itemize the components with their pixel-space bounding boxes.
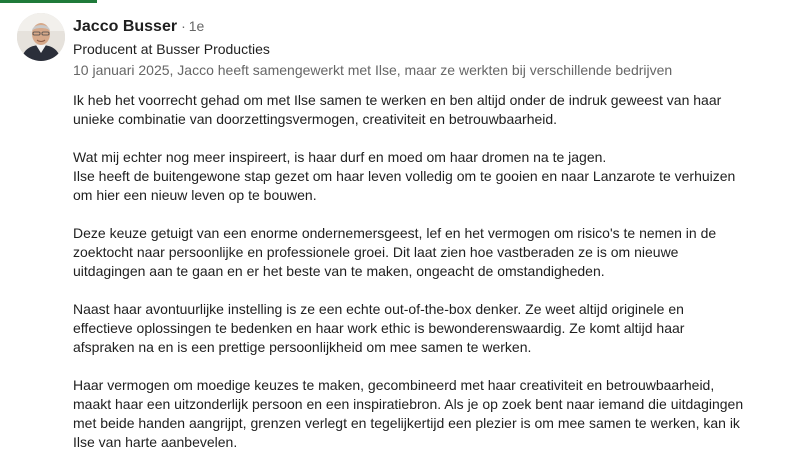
author-name[interactable]: Jacco Busser xyxy=(73,18,178,35)
text-line: Deze keuze getuigt van een enorme ondernemersgeest, lef en het vermogen om risico's te nemen in de xyxy=(73,225,717,241)
text-line: effectieve oplossingen te bedenken en haar work ethic is bewonderenswaardig. Ze komt altijd haar xyxy=(73,320,685,336)
author-headline: Producent at Busser Producties xyxy=(73,41,270,57)
recommendation-header xyxy=(73,14,773,80)
text-line: maakt haar een uitzonderlijk persoon en een inspiratiebron. Als je op zoek bent naar iemand die uitdagingen xyxy=(73,396,744,412)
profile-photo-icon xyxy=(17,13,65,61)
avatar[interactable] xyxy=(17,13,65,61)
paragraph xyxy=(73,300,773,357)
text-line: Wat mij echter nog meer inspireert, is haar durf en moed om haar dromen na te jagen. xyxy=(73,149,607,165)
text-line: Ilse heeft de buitengewone stap gezet om haar leven volledig om te gooien en naar Lanzarote te verhuizen xyxy=(73,168,736,184)
author-line xyxy=(73,14,773,38)
text-line: om hier een nieuw leven op te bouwen. xyxy=(73,187,317,203)
text-line: Ilse van harte aanbevelen. xyxy=(73,434,238,450)
text-line: met beide handen aangrijpt, grenzen verlegt en tegelijkertijd een plezier is om mee samen te werken, kan ik xyxy=(73,415,740,431)
text-line: unieke combinatie van doorzettingsvermogen, creativiteit en betrouwbaarheid. xyxy=(73,111,558,127)
paragraph xyxy=(73,224,773,281)
text-line: uitdagingen aan te gaan en er het beste van te maken, ongeacht de omstandigheden. xyxy=(73,263,605,279)
connection-degree: 1e xyxy=(188,18,205,34)
text-line: afspraken na en is een prettige persoonlijkheid om mee samen te werken. xyxy=(73,339,532,355)
paragraph xyxy=(73,148,773,205)
text-line: Naast haar avontuurlijke instelling is ze een echte out-of-the-box denker. Ze weet altijd originele en xyxy=(73,301,684,317)
paragraph xyxy=(73,91,773,129)
name-separator: · xyxy=(181,18,186,34)
text-line: Haar vermogen om moedige keuzes te maken, gecombineerd met haar creativiteit en betrouwbaarheid, xyxy=(73,377,715,393)
text-line: Ik heb het voorrecht gehad om met Ilse samen te werken en ben altijd onder de indruk geweest van haar xyxy=(73,92,722,108)
paragraph xyxy=(73,376,773,452)
text-line: zoektocht naar persoonlijke en professionele groei. Dit laat zien hoe vastberaden ze is om nieuwe xyxy=(73,244,679,260)
recommendation-meta: 10 januari 2025, Jacco heeft samengewerkt met Ilse, maar ze werkten bij verschillende bedrijven xyxy=(73,62,673,78)
recommendation-text xyxy=(73,91,773,455)
